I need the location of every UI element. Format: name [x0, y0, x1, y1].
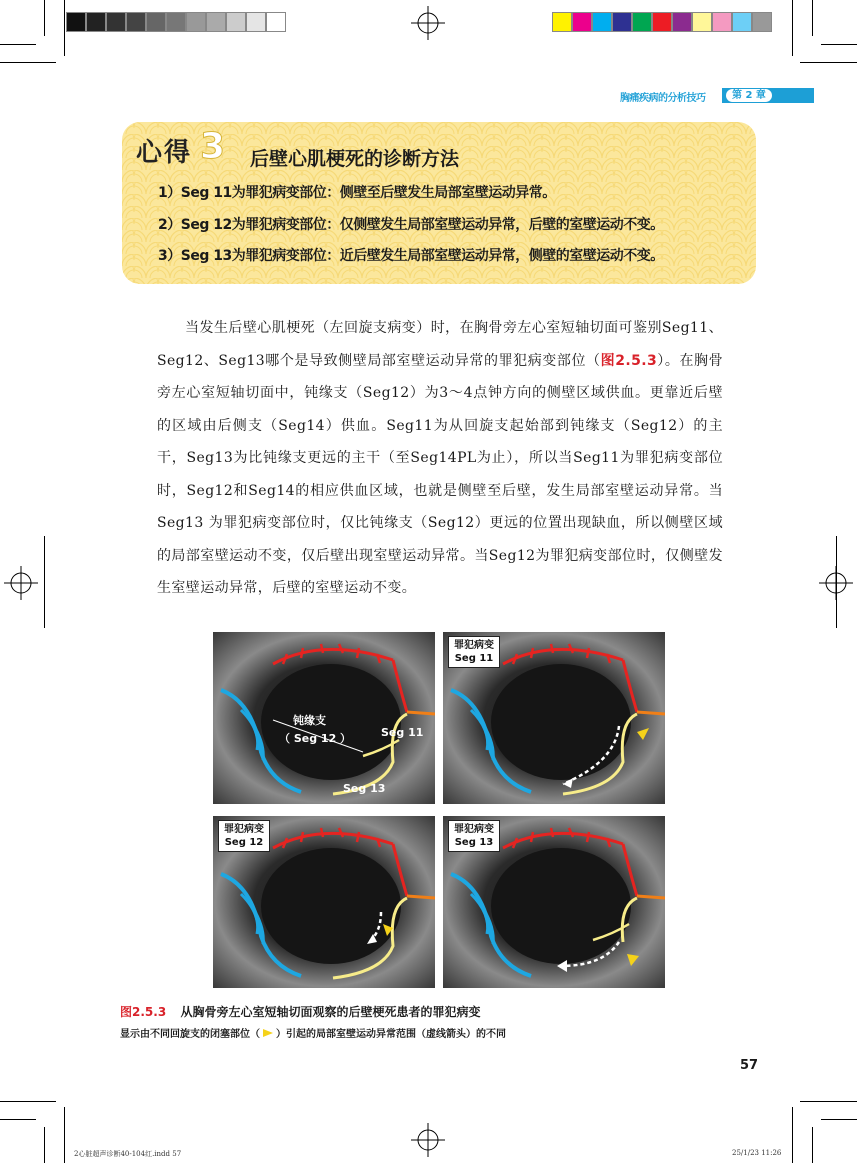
color-bar — [552, 12, 772, 32]
crop-mark — [44, 0, 45, 36]
figure-reference[interactable]: 图2.5.3 — [600, 352, 658, 369]
tag-text: 罪犯病变 — [454, 640, 494, 651]
registration-mark — [411, 1123, 445, 1157]
figure-caption — [120, 1003, 481, 1020]
running-title: 胸痛疾病的分析技巧 — [620, 92, 706, 104]
crop-mark — [800, 62, 857, 63]
tip-title: 后壁心肌梗死的诊断方法 — [250, 148, 460, 170]
culprit-tag-seg13 — [448, 820, 500, 852]
label-obtuse-seg12: （ Seg 12 ） — [279, 732, 352, 745]
tip-box — [122, 122, 756, 284]
crop-mark — [64, 0, 65, 56]
figure-note — [120, 1025, 506, 1040]
tag-segment: Seg 12 — [224, 837, 264, 848]
echo-panel-1 — [213, 632, 435, 804]
tag-segment: Seg 11 — [454, 653, 494, 664]
figure-number: 图2.5.3 — [120, 1005, 167, 1019]
grayscale-bar — [66, 12, 286, 32]
body-text-part2: ）。在胸骨旁左心室短轴切面中，钝缘支（Seg12）为3～4点钟方向的侧壁区域供血。更靠近后壁的区域由后侧支（Seg14）供血。Seg11为从回旋支起始部到钝缘支（Seg12）的主干，Seg13为比钝缘支更远的主干（至Seg14PL为止），所以当Seg11为罪犯病变部位时，Seg12和Seg14的相应供血区域，也就是侧壁至后壁，发生局部室壁运动异常。当Seg13 为罪犯病变部位时，仅比钝缘支（Seg12）更远的位置出现缺血，所以侧壁区域的局部室壁运动不变，仅后壁出现室壁运动异常。当Seg12为罪犯病变部位时，仅侧壁发生室壁运动异常，后壁的室壁运动不变。 — [157, 352, 724, 596]
crop-mark — [0, 62, 56, 63]
crop-mark — [812, 0, 813, 36]
tip-number: 3 — [200, 126, 226, 167]
body-text-part1: 当发生后壁心肌梗死（左回旋支病变）时，在胸骨旁左心室短轴切面可鉴别Seg11、Seg12、Seg13哪个是导致侧壁局部室壁运动异常的罪犯病变部位（ — [157, 320, 723, 369]
tip-label: 心得 — [136, 138, 193, 168]
crop-mark — [0, 1101, 56, 1102]
tip-item-3: 3）Seg 13为罪犯病变部位：近后壁发生局部室壁运动异常，侧壁的室壁运动不变。 — [158, 248, 664, 264]
echo-panel-2 — [443, 632, 665, 804]
crop-mark — [0, 1119, 36, 1120]
crop-mark — [792, 1107, 793, 1163]
crop-mark — [800, 1101, 857, 1102]
arrowhead-icon — [262, 1028, 274, 1038]
tip-item-2: 2）Seg 12为罪犯病变部位：仅侧壁发生局部室壁运动异常，后壁的室壁运动不变。 — [158, 217, 664, 233]
body-paragraph — [157, 312, 723, 605]
crop-mark — [821, 1119, 857, 1120]
culprit-tag-seg11 — [448, 636, 500, 668]
label-seg13: Seg 13 — [343, 782, 386, 795]
tag-text: 罪犯病变 — [224, 824, 264, 835]
side-mark — [44, 536, 45, 628]
slug-date: 25/1/23 11:26 — [732, 1149, 782, 1157]
figure-title: 从胸骨旁左心室短轴切面观察的后壁梗死患者的罪犯病变 — [180, 1005, 481, 1019]
culprit-tag-seg12 — [218, 820, 270, 852]
crop-mark — [0, 44, 36, 45]
slug-file: 2心脏超声诊断40-104红.indd 57 — [74, 1150, 182, 1158]
tag-segment: Seg 13 — [454, 837, 494, 848]
crop-mark — [792, 0, 793, 56]
echo-panel-4 — [443, 816, 665, 988]
side-mark — [836, 536, 837, 628]
crop-mark — [44, 1127, 45, 1163]
echo-panel-3 — [213, 816, 435, 988]
tag-text: 罪犯病变 — [454, 824, 494, 835]
registration-mark — [411, 6, 445, 40]
page-number: 57 — [740, 1058, 759, 1073]
figure-note-after: ）引起的局部室壁运动异常范围（虚线箭头）的不同 — [276, 1029, 506, 1040]
label-obtuse-marginal: 钝缘支 — [293, 714, 326, 727]
crop-mark — [812, 1127, 813, 1163]
tip-item-1: 1）Seg 11为罪犯病变部位：侧壁至后壁发生局部室壁运动异常。 — [158, 185, 556, 201]
crop-mark — [821, 44, 857, 45]
registration-mark — [4, 566, 38, 600]
label-seg11: Seg 11 — [381, 726, 424, 739]
chapter-label: 第 2 章 — [726, 89, 772, 102]
crop-mark — [64, 1107, 65, 1163]
figure-note-before: 显示由不同回旋支的闭塞部位（ — [120, 1029, 260, 1040]
